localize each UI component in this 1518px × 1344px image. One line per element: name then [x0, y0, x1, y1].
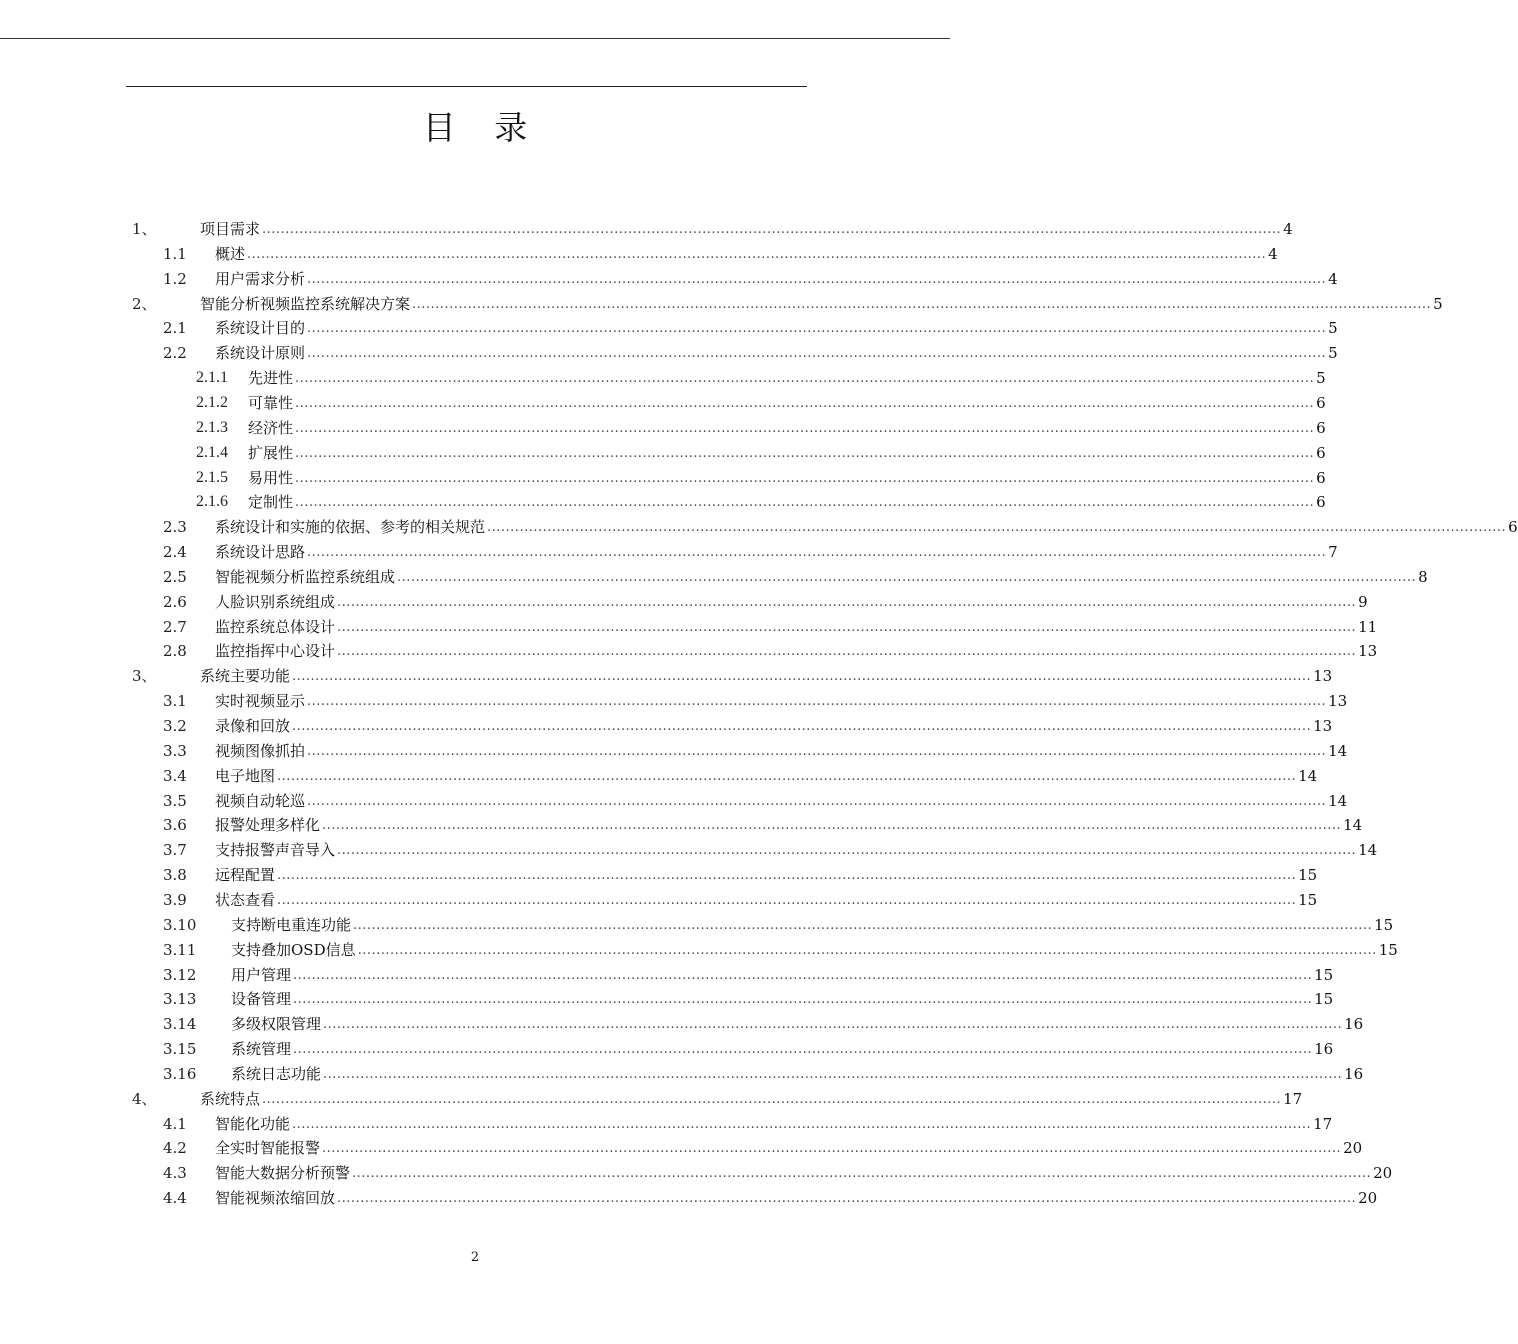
toc-entry-label: 概述	[215, 244, 246, 263]
toc-entry[interactable]	[163, 836, 1378, 860]
toc-entry-label: 可靠性	[248, 393, 294, 412]
toc-leader-dots: ............................................................................................................................................................................................................................	[352, 1166, 1372, 1182]
toc-entry-page: 15	[1298, 890, 1318, 909]
toc-entry-page: 16	[1344, 1064, 1364, 1083]
toc-entry[interactable]	[196, 389, 1326, 413]
toc-entry-page: 4	[1283, 220, 1293, 238]
toc-entry-number: 3.6	[163, 816, 187, 835]
toc-entry-page: 14	[1328, 741, 1348, 760]
toc-entry-label: 系统日志功能	[231, 1064, 322, 1083]
toc-entry[interactable]	[196, 488, 1326, 512]
toc-leader-dots: ............................................................................................................................................................................................................................	[292, 719, 1312, 734]
toc-entry[interactable]	[130, 1085, 1303, 1109]
toc-entry-page: 14	[1343, 816, 1363, 835]
toc-leader-dots: ............................................................................................................................................................................................................................	[307, 793, 1327, 809]
toc-entry-page: 6	[1316, 418, 1326, 437]
toc-entry[interactable]	[163, 1035, 1334, 1059]
toc-entry[interactable]	[163, 787, 1348, 811]
toc-entry-page: 17	[1313, 1114, 1333, 1133]
toc-entry-page: 4	[1328, 269, 1338, 288]
toc-entry-label: 人脸识别系统组成	[215, 592, 336, 611]
toc-entry-page: 14	[1298, 766, 1318, 785]
toc-entry-number: 3.9	[163, 890, 187, 909]
toc-entry-page: 4	[1268, 244, 1278, 263]
toc-entry-number: 2.4	[163, 543, 187, 562]
toc-leader-dots: ............................................................................................................................................................................................................................	[307, 743, 1327, 759]
toc-leader-dots: ............................................................................................................................................................................................................................	[307, 321, 1327, 337]
toc-leader-dots: ............................................................................................................................................................................................................................	[307, 694, 1327, 710]
toc-entry-page: 9	[1358, 592, 1368, 611]
toc-entry[interactable]	[196, 464, 1326, 488]
toc-entry-page: 14	[1358, 841, 1378, 860]
toc-entry-number: 3.7	[163, 841, 187, 860]
toc-entry-label: 定制性	[248, 493, 294, 512]
toc-entry-label: 视频图像抓拍	[215, 741, 306, 760]
toc-entry-label: 用户需求分析	[215, 269, 306, 288]
toc-leader-dots: ............................................................................................................................................................................................................................	[307, 545, 1327, 561]
toc-leader-dots: ............................................................................................................................................................................................................................	[357, 942, 1377, 958]
toc-entry-number: 2.1.2	[196, 393, 228, 411]
toc-entry-page: 16	[1314, 1040, 1334, 1059]
toc-leader-dots: ............................................................................................................................................................................................................................	[487, 520, 1507, 536]
toc-leader-dots: ............................................................................................................................................................................................................................	[337, 619, 1357, 635]
toc-entry-page: 5	[1433, 294, 1443, 313]
toc-entry-label: 智能化功能	[215, 1114, 291, 1133]
toc-entry[interactable]	[163, 861, 1318, 885]
toc-entry[interactable]	[163, 513, 1518, 537]
toc-entry-label: 实时视频显示	[215, 692, 306, 711]
toc-entry-label: 智能视频浓缩回放	[215, 1189, 336, 1208]
toc-leader-dots: ............................................................................................................................................................................................................................	[307, 271, 1327, 287]
toc-entry-number: 4.4	[163, 1189, 187, 1208]
toc-entry-page: 6	[1316, 493, 1326, 512]
toc-entry-label: 监控指挥中心设计	[215, 642, 336, 661]
toc-entry-number: 3.14	[163, 1015, 197, 1034]
toc-entry-page: 6	[1316, 393, 1326, 412]
toc-entry-number: 2.2	[163, 344, 187, 363]
toc-entry[interactable]	[130, 215, 1293, 239]
toc-entry-label: 报警处理多样化	[215, 816, 321, 835]
toc-leader-dots: ............................................................................................................................................................................................................................	[295, 495, 1315, 511]
toc-entry-label: 经济性	[248, 418, 294, 437]
toc-entry-number: 3.8	[163, 866, 187, 885]
toc-leader-dots: ............................................................................................................................................................................................................................	[295, 371, 1315, 387]
toc-entry-number: 2.1	[163, 319, 187, 338]
toc-entry[interactable]	[163, 811, 1363, 835]
toc-leader-dots: ............................................................................................................................................................................................................................	[323, 1017, 1343, 1033]
toc-leader-dots: ............................................................................................................................................................................................................................	[337, 843, 1357, 859]
toc-entry-page: 13	[1358, 642, 1378, 661]
toc-entry-label: 智能大数据分析预警	[215, 1164, 351, 1183]
toc-entry[interactable]	[163, 1010, 1364, 1034]
toc-leader-dots: ............................................................................................................................................................................................................................	[292, 669, 1312, 685]
toc-entry-page: 13	[1313, 667, 1333, 686]
toc-leader-dots: ............................................................................................................................................................................................................................	[295, 395, 1315, 411]
toc-entry-number: 2.8	[163, 642, 187, 661]
toc-entry-page: 5	[1328, 344, 1338, 363]
toc-entry-label: 系统设计和实施的依据、参考的相关规范	[215, 518, 486, 537]
toc-entry-label: 电子地图	[215, 766, 276, 785]
toc-entry-number: 3.2	[163, 717, 187, 735]
toc-entry-number: 4.3	[163, 1164, 187, 1183]
toc-entry[interactable]	[163, 961, 1334, 985]
toc-entry-number: 3.12	[163, 965, 197, 984]
toc-entry-label: 智能视频分析监控系统组成	[215, 567, 396, 586]
toc-leader-dots: ............................................................................................................................................................................................................................	[262, 1091, 1282, 1107]
toc-entry-label: 设备管理	[231, 990, 292, 1009]
toc-leader-dots: ............................................................................................................................................................................................................................	[322, 1141, 1342, 1157]
toc-entry-page: 13	[1313, 717, 1333, 735]
toc-entry-page: 20	[1358, 1189, 1378, 1208]
toc-entry[interactable]	[163, 936, 1398, 960]
toc-entry-label: 系统管理	[231, 1040, 292, 1059]
toc-entry[interactable]	[163, 637, 1378, 661]
toc-entry-page: 8	[1418, 567, 1428, 586]
toc-leader-dots: ............................................................................................................................................................................................................................	[337, 644, 1357, 660]
toc-entry-label: 系统设计思路	[215, 543, 306, 562]
toc-entry-label: 先进性	[248, 369, 294, 388]
toc-leader-dots: ............................................................................................................................................................................................................................	[322, 818, 1342, 834]
toc-leader-dots: ............................................................................................................................................................................................................................	[307, 346, 1327, 362]
toc-leader-dots: ............................................................................................................................................................................................................................	[262, 222, 1282, 237]
toc-entry-label: 系统主要功能	[200, 667, 291, 686]
toc-entry[interactable]	[163, 563, 1428, 587]
toc-entry-label: 支持报警声音导入	[215, 841, 336, 860]
toc-leader-dots: ............................................................................................................................................................................................................................	[412, 296, 1432, 312]
toc-entry-number: 1、	[132, 220, 157, 238]
toc-entry[interactable]	[163, 1060, 1364, 1084]
toc-entry[interactable]	[163, 1184, 1378, 1208]
toc-leader-dots: ............................................................................................................................................................................................................................	[295, 470, 1315, 486]
toc-entry-page: 15	[1298, 866, 1318, 885]
toc-entry[interactable]	[163, 762, 1318, 786]
toc-entry-label: 系统设计目的	[215, 319, 306, 338]
toc-entry-label: 监控系统总体设计	[215, 617, 336, 636]
toc-entry[interactable]	[196, 364, 1326, 388]
toc-entry-number: 3.3	[163, 741, 187, 760]
toc-entry[interactable]	[130, 662, 1333, 686]
toc-entry-label: 项目需求	[200, 220, 261, 238]
toc-entry[interactable]	[163, 712, 1333, 736]
toc-entry-number: 2.1.6	[196, 493, 228, 511]
toc-entry-number: 3.13	[163, 990, 197, 1009]
toc-entry-label: 远程配置	[215, 866, 276, 885]
header-rule	[0, 38, 950, 39]
toc-entry-number: 4.1	[163, 1114, 187, 1133]
toc-entry-number: 2.7	[163, 617, 187, 636]
toc-entry-number: 2、	[132, 294, 157, 313]
toc-leader-dots: ............................................................................................................................................................................................................................	[277, 868, 1297, 884]
toc-leader-dots: ............................................................................................................................................................................................................................	[293, 967, 1313, 983]
toc-entry-number: 1.1	[163, 244, 187, 263]
toc-leader-dots: ............................................................................................................................................................................................................................	[337, 1191, 1357, 1207]
toc-leader-dots: ............................................................................................................................................................................................................................	[295, 445, 1315, 461]
toc-entry-number: 2.3	[163, 518, 187, 537]
toc-leader-dots: ............................................................................................................................................................................................................................	[293, 992, 1313, 1008]
toc-entry-label: 扩展性	[248, 443, 294, 462]
toc-entry-number: 4、	[132, 1089, 157, 1108]
toc-entry-page: 15	[1374, 915, 1394, 934]
toc-entry[interactable]	[196, 439, 1326, 463]
toc-entry[interactable]	[163, 911, 1394, 935]
toc-entry-page: 14	[1328, 791, 1348, 810]
toc-entry[interactable]	[163, 985, 1334, 1009]
toc-entry-page: 20	[1343, 1139, 1363, 1158]
toc-entry-page: 15	[1378, 940, 1398, 959]
toc-entry-number: 2.6	[163, 592, 187, 611]
toc-entry[interactable]	[163, 339, 1338, 363]
toc-entry-page: 16	[1344, 1015, 1364, 1034]
toc-entry-page: 15	[1314, 990, 1334, 1009]
page-title: 目 录	[422, 108, 542, 147]
toc-entry[interactable]	[163, 588, 1368, 612]
toc-entry[interactable]	[163, 1110, 1333, 1134]
toc-entry-number: 3.5	[163, 791, 187, 810]
toc-entry-page: 6	[1508, 518, 1518, 537]
toc-leader-dots: ............................................................................................................................................................................................................................	[292, 1116, 1312, 1132]
toc-entry-label: 视频自动轮巡	[215, 791, 306, 810]
toc-entry-page: 20	[1373, 1164, 1393, 1183]
toc-entry-page: 11	[1358, 617, 1378, 636]
toc-entry-page: 17	[1283, 1089, 1303, 1108]
toc-leader-dots: ............................................................................................................................................................................................................................	[337, 594, 1357, 610]
toc-entry-label: 支持断电重连功能	[231, 915, 352, 934]
toc-entry[interactable]	[163, 265, 1338, 289]
toc-leader-dots: ............................................................................................................................................................................................................................	[353, 917, 1373, 933]
toc-leader-dots: ............................................................................................................................................................................................................................	[293, 1042, 1313, 1058]
toc-entry-number: 3.15	[163, 1040, 197, 1059]
title-rule	[126, 86, 807, 87]
toc-entry-label: 状态查看	[215, 890, 276, 909]
toc-entry-page: 5	[1316, 369, 1326, 388]
toc-entry[interactable]	[163, 613, 1378, 637]
toc-entry[interactable]	[163, 737, 1348, 761]
toc-entry-page: 15	[1314, 965, 1334, 984]
toc-entry-label: 多级权限管理	[231, 1015, 322, 1034]
toc-entry-page: 5	[1328, 319, 1338, 338]
toc-entry-label: 智能分析视频监控系统解决方案	[200, 294, 411, 313]
toc-entry-label: 支持叠加OSD信息	[231, 940, 356, 959]
toc-leader-dots: ............................................................................................................................................................................................................................	[247, 246, 1267, 262]
toc-entry-number: 2.1.4	[196, 443, 228, 461]
toc-entry[interactable]	[163, 1159, 1393, 1183]
toc-entry-number: 2.5	[163, 567, 187, 586]
toc-entry-page: 7	[1328, 543, 1338, 562]
toc-entry-page: 6	[1316, 468, 1326, 487]
toc-entry-number: 3.16	[163, 1064, 197, 1083]
toc-leader-dots: ............................................................................................................................................................................................................................	[277, 892, 1297, 908]
toc-entry-label: 系统设计原则	[215, 344, 306, 363]
toc-entry-page: 6	[1316, 443, 1326, 462]
toc-entry-number: 3.10	[163, 915, 197, 934]
toc-entry-number: 2.1.3	[196, 418, 228, 436]
toc-entry-label: 全实时智能报警	[215, 1139, 321, 1158]
page-number: 2	[470, 1250, 480, 1265]
toc-entry[interactable]	[163, 886, 1318, 910]
toc-entry-number: 3.11	[163, 940, 197, 959]
toc-entry-number: 2.1.1	[196, 369, 228, 387]
toc-entry-page: 13	[1328, 692, 1348, 711]
toc-entry[interactable]	[163, 538, 1338, 562]
toc-entry-number: 4.2	[163, 1139, 187, 1158]
toc-entry-label: 易用性	[248, 468, 294, 487]
toc-entry[interactable]	[163, 1134, 1363, 1158]
toc-entry-number: 3.1	[163, 692, 187, 711]
toc-entry-label: 录像和回放	[215, 717, 291, 735]
toc-entry-label: 用户管理	[231, 965, 292, 984]
toc-entry-number: 3.4	[163, 766, 187, 785]
toc-entry[interactable]	[163, 240, 1278, 264]
toc-leader-dots: ............................................................................................................................................................................................................................	[295, 420, 1315, 436]
toc-entry[interactable]	[163, 687, 1348, 711]
toc-entry-number: 3、	[132, 667, 157, 686]
toc-entry[interactable]	[163, 314, 1338, 338]
toc-leader-dots: ............................................................................................................................................................................................................................	[323, 1066, 1343, 1082]
toc-entry-number: 2.1.5	[196, 468, 228, 486]
toc-entry[interactable]	[196, 414, 1326, 438]
toc-entry-number: 1.2	[163, 269, 187, 288]
toc-entry-label: 系统特点	[200, 1089, 261, 1108]
toc-entry[interactable]	[130, 290, 1443, 314]
toc-leader-dots: ............................................................................................................................................................................................................................	[277, 768, 1297, 784]
toc-leader-dots: ............................................................................................................................................................................................................................	[397, 569, 1417, 585]
